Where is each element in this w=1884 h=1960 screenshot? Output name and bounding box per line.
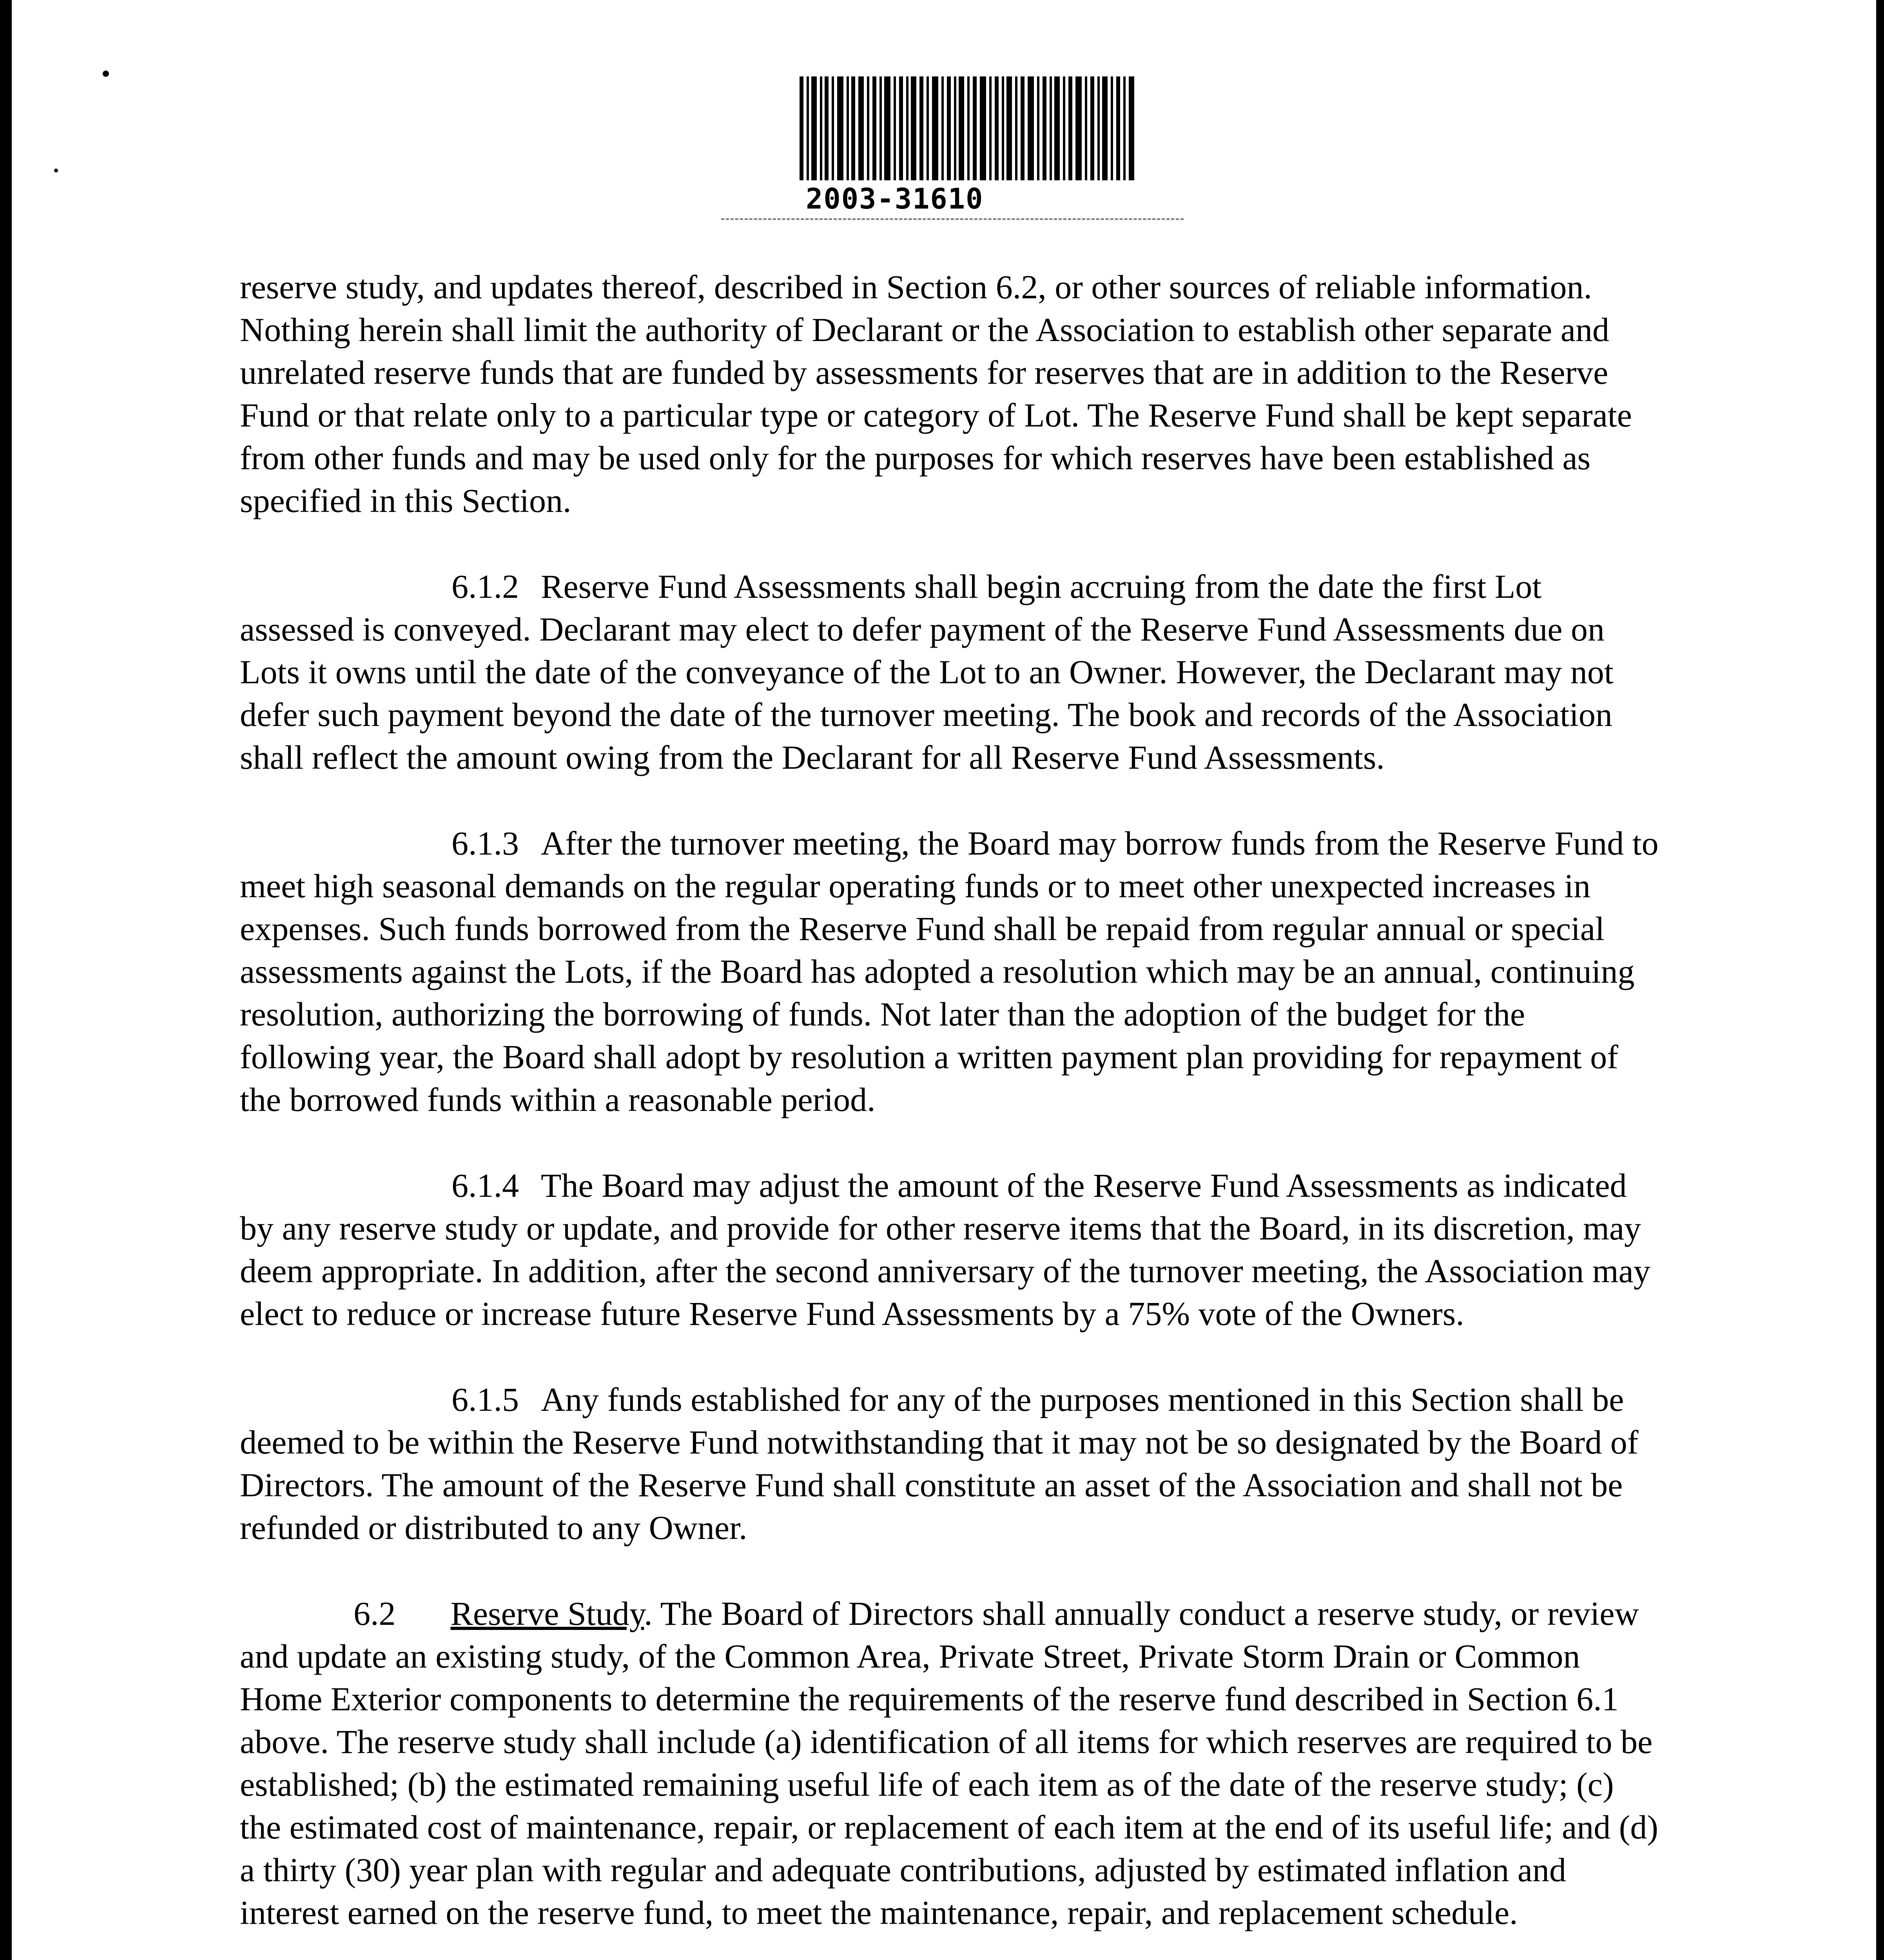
barcode-underline <box>721 218 1184 221</box>
paragraph-text: Reserve Fund Assessments shall begin accruing from the date the first Lot assessed is conveyed. Declarant may elect to defer payment of the Reserve Fund Assessments due on Lots it owns until the date of the conveyance of the Lot to an Owner. However, the Declarant may not defer such payment beyond the date of the turnover meeting. The book and records of the Association shall reflect the amount owing from the Declarant for all Reserve Fund Assessments. <box>240 568 1614 776</box>
scan-border-left <box>0 0 12 1960</box>
paragraph-6-1-5 <box>240 1378 1659 1549</box>
paragraph-number: 6.1.4 <box>452 1167 519 1204</box>
paragraph-text: The Board may adjust the amount of the Reserve Fund Assessments as indicated by any reserve study or update, and provide for other reserve items that the Board, in its discretion, may deem appropriate. In addition, after the second anniversary of the turnover meeting, the Association may elect to reduce or increase future Reserve Fund Assessments by a 75% vote of the Owners. <box>240 1167 1650 1332</box>
barcode-label <box>800 76 1137 215</box>
barcode-icon <box>800 76 1137 180</box>
paragraph-number: 6.1.5 <box>452 1381 519 1418</box>
section-heading: Reserve Study <box>450 1595 644 1632</box>
paragraph-continuation <box>240 266 1659 522</box>
section-number: 6.2 <box>354 1595 396 1632</box>
paragraph-6-1-3 <box>240 822 1659 1121</box>
section-text: . The Board of Directors shall annually conduct a reserve study, or review and update an existing study, of the Common Area, Private Street, Private Storm Drain or Common Home Exterior components to determine the requirements of the reserve fund described in Section 6.1 above. The reserve study shall include (a) identification of all items for which reserves are required to be established; (b) the estimated remaining useful life of each item as of the date of the reserve study; (c) the estimated cost of maintenance, repair, or replacement of each item at the end of its useful life; and (d) a thirty (30) year plan with regular and adequate contributions, adjusted by estimated inflation and interest earned on the reserve fund, to meet the maintenance, repair, and replacement schedule. <box>240 1595 1659 1931</box>
barcode-number: 2003-31610 <box>806 182 984 215</box>
scan-speck <box>103 71 109 77</box>
paragraph-6-1-4 <box>240 1164 1659 1335</box>
scan-speck <box>54 169 58 172</box>
scan-border-right <box>1876 0 1884 1960</box>
document-body <box>240 266 1659 1960</box>
paragraph-text: Any funds established for any of the purposes mentioned in this Section shall be deemed to be within the Reserve Fund notwithstanding that it may not be so designated by the Board of Directors. The amount of the Reserve Fund shall constitute an asset of the Association and shall not be refunded or distributed to any Owner. <box>240 1381 1639 1546</box>
paragraph-text: After the turnover meeting, the Board may borrow funds from the Reserve Fund to meet high seasonal demands on the regular operating funds or to meet other unexpected increases in expenses. Such funds borrowed from the Reserve Fund shall be repaid from regular annual or special assessments against the Lots, if the Board has adopted a resolution which may be an annual, continuing resolution, authorizing the borrowing of funds. Not later than the adoption of the budget for the following year, the Board shall adopt by resolution a written payment plan providing for repayment of the borrowed funds within a reasonable period. <box>240 824 1659 1118</box>
paragraph-number: 6.1.3 <box>452 824 519 862</box>
section-6-2 <box>240 1592 1659 1934</box>
paragraph-number: 6.1.2 <box>452 568 519 605</box>
paragraph-text: reserve study, and updates thereof, described in Section 6.2, or other sources of reliable information. Nothing herein shall limit the authority of Declarant or the Association to establish other separate and unrelated reserve funds that are funded by assessments for reserves that are in addition to the Reserve Fund or that relate only to a particular type or category of Lot. The Reserve Fund shall be kept separate from other funds and may be used only for the purposes for which reserves have been established as specified in this Section. <box>240 268 1632 519</box>
paragraph-6-1-2 <box>240 565 1659 779</box>
